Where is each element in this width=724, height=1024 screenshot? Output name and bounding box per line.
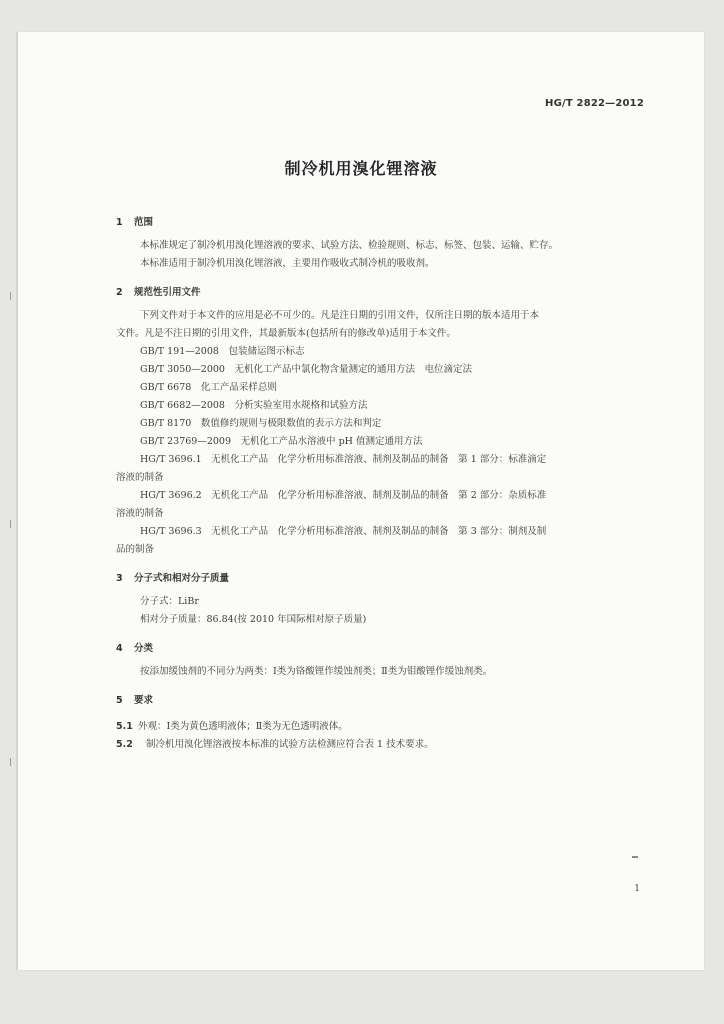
- reference-title: 数值修约规则与极限数值的表示方法和判定: [200, 418, 382, 429]
- document-title: 制冷机用溴化锂溶液: [284, 159, 438, 178]
- section-heading-requirements: [116, 692, 153, 706]
- clause-text: 外观：Ⅰ类为黄色透明液体；Ⅱ类为无色透明液体。: [138, 721, 348, 732]
- reference-item-line: 溶液的制备: [116, 508, 164, 519]
- relative-molecular-mass: 相对分子质量：86.84(按 2010 年国际相对原子质量): [140, 614, 367, 625]
- reference-item-line: HG/T 3696.2 无机化工产品 化学分析用标准溶液、制剂及制品的制备 第 2 部分：杂质标准: [140, 490, 547, 501]
- scan-mark: [10, 292, 11, 300]
- reference-item-line: 品的制备: [116, 544, 155, 555]
- molecular-formula: 分子式：LiBr: [140, 596, 199, 607]
- section-heading-scope: [116, 214, 153, 228]
- section-number: 3: [116, 573, 123, 584]
- paragraph-line: 本标准规定了制冷机用溴化锂溶液的要求、试验方法、检验规则、标志、标签、包装、运输、贮存。: [140, 240, 559, 251]
- section-title: 分子式和相对分子质量: [134, 573, 230, 584]
- reference-item: [140, 364, 472, 376]
- section-title: 分类: [134, 643, 154, 654]
- scan-mark: [10, 758, 11, 766]
- clause-5-2: [116, 736, 434, 750]
- section-title: 范围: [134, 217, 154, 228]
- section-number: 4: [116, 643, 123, 654]
- paragraph-line: 文件。凡是不注日期的引用文件，其最新版本(包括所有的修改单)适用于本文件。: [116, 328, 456, 339]
- paragraph-line: 下列文件对于本文件的应用是必不可少的。凡是注日期的引用文件，仅所注日期的版本适用于本: [140, 310, 540, 321]
- reference-item: [140, 382, 277, 394]
- reference-title: 化工产品采样总则: [200, 382, 277, 393]
- reference-item: [140, 346, 304, 358]
- section-heading-formula: [116, 570, 229, 584]
- reference-item-line: HG/T 3696.3 无机化工产品 化学分析用标准溶液、制剂及制品的制备 第 3 部分：制剂及制: [140, 526, 547, 537]
- section-title: 要求: [134, 695, 154, 706]
- reference-item-line: HG/T 3696.1 无机化工产品 化学分析用标准溶液、制剂及制品的制备 第 1 部分：标准滴定: [140, 454, 547, 465]
- section-heading-normative-references: [116, 284, 201, 298]
- paragraph-line: 按添加缓蚀剂的不同分为两类：Ⅰ类为铬酸锂作缓蚀剂类；Ⅱ类为钼酸锂作缓蚀剂类。: [140, 666, 493, 677]
- reference-title: 包装储运图示标志: [228, 346, 305, 357]
- section-title: 规范性引用文件: [134, 287, 201, 298]
- clause-text: 制冷机用溴化锂溶液按本标准的试验方法检测应符合表 1 技术要求。: [146, 739, 434, 750]
- section-number: 1: [116, 217, 123, 228]
- reference-code: GB/T 8170: [140, 418, 192, 429]
- scan-mark: [632, 856, 638, 858]
- page-number: 1: [634, 884, 640, 894]
- reference-title: 无机化工产品中氯化物含量测定的通用方法 电位滴定法: [234, 364, 473, 375]
- clause-number: 5.1: [116, 721, 133, 732]
- reference-item: [140, 418, 381, 430]
- section-number: 5: [116, 695, 123, 706]
- section-heading-classification: [116, 640, 153, 654]
- scan-mark: [10, 520, 11, 528]
- reference-item-line: 溶液的制备: [116, 472, 164, 483]
- reference-item: [140, 436, 422, 448]
- section-number: 2: [116, 287, 123, 298]
- clause-5-1: [116, 718, 348, 732]
- paragraph-line: 本标准适用于制冷机用溴化锂溶液，主要用作吸收式制冷机的吸收剂。: [140, 258, 435, 269]
- document-page: [18, 32, 704, 970]
- reference-code: GB/T 23769—2009: [140, 436, 232, 447]
- reference-code: GB/T 6682—2008: [140, 400, 225, 411]
- reference-code: GB/T 191—2008: [140, 346, 219, 357]
- reference-code: GB/T 6678: [140, 382, 192, 393]
- reference-code: GB/T 3050—2000: [140, 364, 225, 375]
- reference-title: 无机化工产品水溶液中 pH 值测定通用方法: [240, 436, 423, 447]
- reference-item: [140, 400, 368, 412]
- reference-title: 分析实验室用水规格和试验方法: [234, 400, 368, 411]
- standard-number: HG/T 2822—2012: [545, 98, 644, 109]
- clause-number: 5.2: [116, 739, 133, 750]
